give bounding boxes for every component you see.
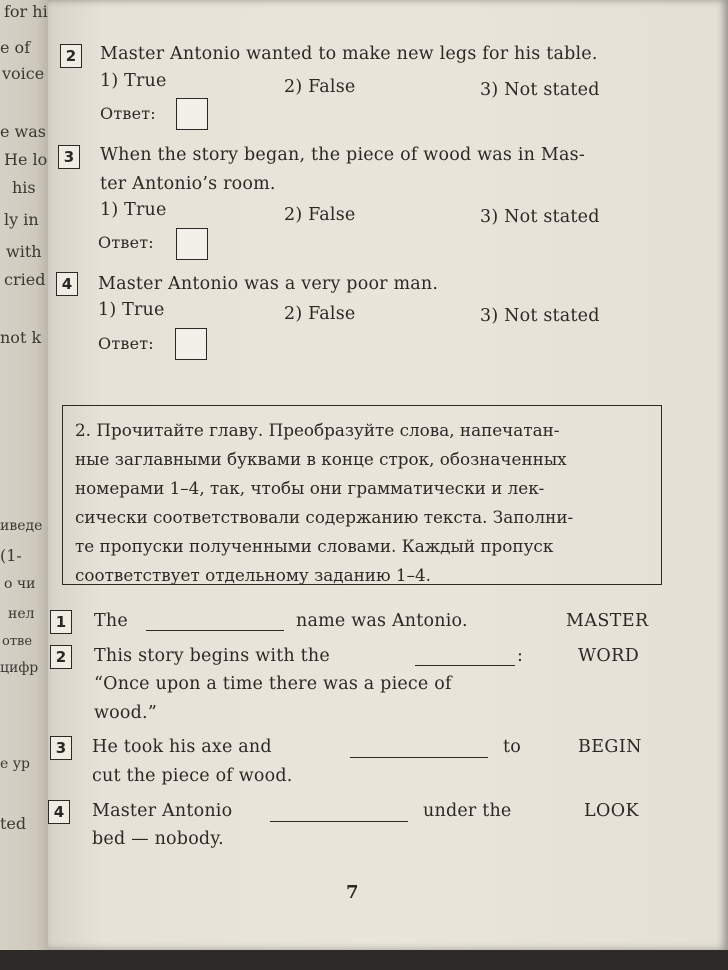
left-fragment: е ур [0, 756, 30, 772]
question-text: ter Antonio’s room. [100, 174, 276, 194]
option-true: 1) True [100, 71, 167, 91]
instruction-line: соответствует отдельному заданию 1–4. [75, 565, 431, 585]
answer-box[interactable] [175, 328, 207, 360]
gap-text: : [517, 646, 524, 666]
left-fragment: e of [0, 38, 31, 57]
answer-label: Ответ: [100, 104, 156, 123]
left-fragment: (1- [0, 546, 22, 565]
question-number-box: 4 [56, 272, 78, 296]
option-false: 2) False [284, 205, 356, 225]
gap-text: bed — nobody. [92, 829, 224, 849]
left-fragment: with [6, 242, 42, 261]
option-true: 1) True [98, 300, 165, 320]
left-fragment: cried [4, 270, 46, 289]
left-fragment: not k [0, 328, 42, 347]
left-fragment: for hi [4, 2, 48, 21]
gap-blank[interactable] [270, 820, 408, 822]
left-fragment: нел [8, 606, 35, 622]
gap-number-box: 3 [50, 736, 72, 760]
gap-blank[interactable] [415, 664, 515, 666]
left-fragment: voice [2, 64, 45, 83]
gap-keyword: BEGIN [578, 737, 642, 757]
gap-text: “Once upon a time there was a piece of [94, 674, 452, 694]
gap-text: The [94, 611, 128, 631]
gap-text: under the [423, 801, 512, 821]
gap-text: This story begins with the [94, 646, 330, 666]
left-fragment: о чи [4, 576, 36, 592]
gap-text: Master Antonio [92, 801, 233, 821]
gap-keyword: LOOK [584, 801, 639, 821]
left-fragment: ly in [4, 210, 39, 229]
textbook-page [48, 0, 728, 950]
left-fragment: e was [0, 122, 46, 141]
instruction-box [62, 405, 662, 585]
gap-number-box: 4 [48, 800, 70, 824]
gap-text: to [503, 737, 521, 757]
desk-edge [0, 950, 728, 970]
left-fragment: цифр [0, 660, 39, 676]
instruction-line: ные заглавными буквами в конце строк, обозначенных [75, 449, 567, 469]
question-text: Master Antonio wanted to make new legs for his table. [100, 44, 598, 64]
gap-number-box: 2 [50, 645, 72, 669]
answer-label: Ответ: [98, 334, 154, 353]
left-fragment: his [12, 178, 36, 197]
option-not-stated: 3) Not stated [480, 80, 600, 100]
gap-text: wood.” [94, 703, 157, 723]
instruction-line: сически соответствовали содержанию текста. Заполни- [75, 507, 574, 527]
option-not-stated: 3) Not stated [480, 207, 600, 227]
gap-blank[interactable] [350, 756, 488, 758]
left-fragment: ted [0, 814, 27, 833]
option-true: 1) True [100, 200, 167, 220]
gap-number-box: 1 [50, 610, 72, 634]
answer-box[interactable] [176, 98, 208, 130]
option-not-stated: 3) Not stated [480, 306, 600, 326]
instruction-line: 2. Прочитайте главу. Преобразуйте слова, напечатан- [75, 420, 560, 440]
gap-text: He took his axe and [92, 737, 272, 757]
question-text: When the story began, the piece of wood was in Mas- [100, 145, 585, 165]
option-false: 2) False [284, 77, 356, 97]
gap-blank[interactable] [146, 629, 284, 631]
answer-box[interactable] [176, 228, 208, 260]
question-text: Master Antonio was a very poor man. [98, 274, 439, 294]
page-number: 7 [346, 882, 359, 903]
left-fragment: He lo [4, 150, 48, 169]
option-false: 2) False [284, 304, 356, 324]
question-number-box: 3 [58, 145, 80, 169]
instruction-line: номерами 1–4, так, чтобы они грамматически и лек- [75, 478, 545, 498]
answer-label: Ответ: [98, 233, 154, 252]
left-fragment: отве [2, 634, 33, 649]
gap-text: cut the piece of wood. [92, 766, 293, 786]
instruction-line: те пропуски полученными словами. Каждый пропуск [75, 536, 554, 556]
gap-text: name was Antonio. [296, 611, 468, 631]
gap-keyword: MASTER [566, 611, 649, 631]
question-number-box: 2 [60, 44, 82, 68]
left-fragment: иведе [0, 518, 43, 534]
gap-keyword: WORD [578, 646, 640, 666]
